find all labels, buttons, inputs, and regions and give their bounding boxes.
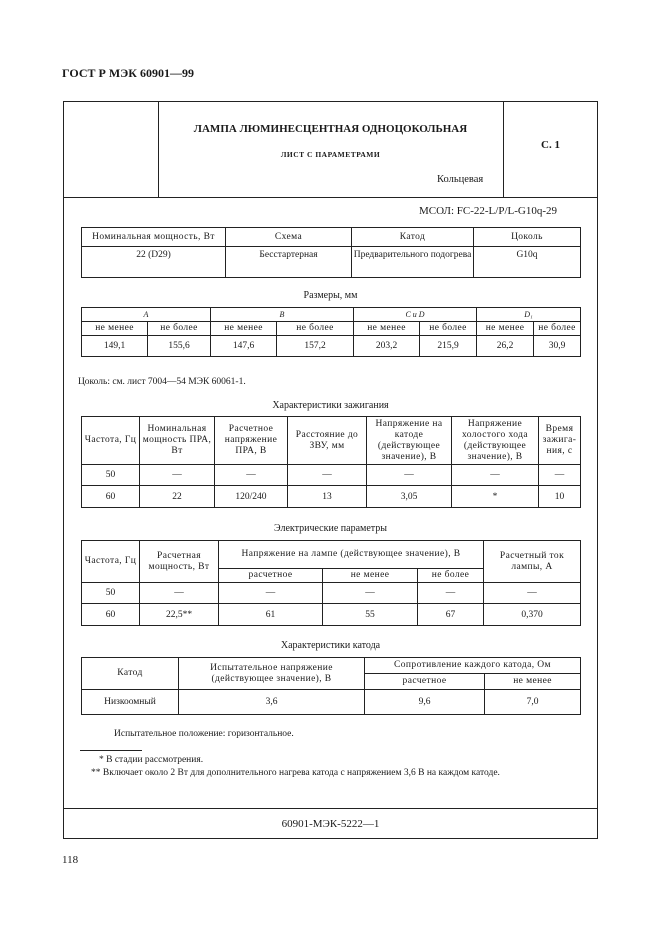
ignition-cell: 50 [82, 465, 140, 486]
dims-sub: не более [534, 322, 581, 336]
ignition-title: Характеристики зажигания [272, 400, 389, 411]
dims-sub: не более [420, 322, 477, 336]
lamp-subtitle: ЛИСТ С ПАРАМЕТРАМИ [280, 150, 381, 159]
general-table [81, 227, 581, 278]
ignition-cell: 3,05 [367, 486, 452, 508]
ignition-cell: 13 [288, 486, 367, 508]
page-frame [63, 101, 598, 839]
dims-value: 155,6 [148, 336, 211, 357]
dimensions-table [81, 307, 581, 357]
ignition-cell: 120/240 [215, 486, 288, 508]
cathode-table [81, 657, 581, 715]
cathode-cell: 3,6 [179, 690, 365, 715]
ignition-cell: 60 [82, 486, 140, 508]
electric-header: Расчетная мощность, Вт [140, 541, 219, 583]
ignition-cell: — [367, 465, 452, 486]
lamp-title: ЛАМПА ЛЮМИНЕСЦЕНТНАЯ ОДНОЦОКОЛЬНАЯ [193, 123, 468, 135]
ignition-header: Время зажига-ния, с [539, 417, 581, 465]
dims-sub: не менее [354, 322, 420, 336]
electric-header: Напряжение на лампе (действующее значение), В [219, 541, 484, 569]
electric-cell: — [418, 583, 484, 604]
electric-cell: 60 [82, 604, 140, 626]
dims-value: 215,9 [420, 336, 477, 357]
electric-header: Расчетный ток лампы, А [484, 541, 581, 583]
dims-value: 26,2 [477, 336, 534, 357]
page-number: 118 [62, 854, 79, 866]
general-cell: G10q [474, 247, 581, 278]
electric-sub: не более [418, 569, 484, 583]
footnote-rule [80, 750, 142, 751]
ignition-cell: * [452, 486, 539, 508]
ignition-cell: — [452, 465, 539, 486]
electric-sub: расчетное [219, 569, 323, 583]
electric-cell: 50 [82, 583, 140, 604]
general-header: Катод [352, 228, 474, 247]
ignition-cell: — [140, 465, 215, 486]
cathode-cell: Низкоомный [82, 690, 179, 715]
ignition-header: Расчетное напряжение ПРА, В [215, 417, 288, 465]
base-note: Цоколь: см. лист 7004—54 МЭК 60061-1. [78, 377, 246, 387]
electric-cell: — [219, 583, 323, 604]
ignition-cell: 22 [140, 486, 215, 508]
dims-sub: не менее [82, 322, 148, 336]
electric-cell: 61 [219, 604, 323, 626]
electric-cell: — [484, 583, 581, 604]
dims-value: 30,9 [534, 336, 581, 357]
ignition-header: Напряжение на катоде (действующее значение), В [367, 417, 452, 465]
cathode-cell: 9,6 [365, 690, 485, 715]
sheet-number: С. 1 [541, 139, 560, 151]
electric-title: Электрические параметры [274, 523, 387, 534]
mcol-code: МСОЛ: FC-22-L/P/L-G10q-29 [419, 205, 557, 217]
cathode-header: Сопротивление каждого катода, Ом [365, 658, 581, 674]
general-header: Номинальная мощность, Вт [82, 228, 226, 247]
dims-value: 157,2 [277, 336, 354, 357]
electric-cell: 22,5** [140, 604, 219, 626]
electric-sub: не менее [323, 569, 418, 583]
general-cell: 22 (D29) [82, 247, 226, 278]
ignition-header: Расстояние до ЗВУ, мм [288, 417, 367, 465]
general-header: Цоколь [474, 228, 581, 247]
lamp-shape: Кольцевая [437, 174, 484, 185]
dims-value: 149,1 [82, 336, 148, 357]
ignition-cell: — [288, 465, 367, 486]
dims-group: D₁ [477, 308, 581, 322]
dims-group: C и D [354, 308, 477, 322]
dims-group: B [211, 308, 354, 322]
ignition-header: Напряжение холостого хода (действующее значение), В [452, 417, 539, 465]
electric-table [81, 540, 581, 626]
doc-code: 60901-МЭК-5222—1 [281, 818, 380, 830]
general-cell: Предварительного подогрева [352, 247, 474, 278]
electric-cell: — [140, 583, 219, 604]
ignition-cell: — [215, 465, 288, 486]
cathode-sub: не менее [485, 674, 581, 690]
electric-cell: 67 [418, 604, 484, 626]
ignition-cell: 10 [539, 486, 581, 508]
electric-cell: — [323, 583, 418, 604]
dims-group: A [82, 308, 211, 322]
electric-cell: 55 [323, 604, 418, 626]
dims-value: 203,2 [354, 336, 420, 357]
test-position: Испытательное положение: горизонтальное. [114, 729, 294, 739]
footnote-2: ** Включает около 2 Вт для дополнительного нагрева катода с напряжением 3,6 В на каждом катоде. [91, 768, 500, 778]
electric-header: Частота, Гц [82, 541, 140, 583]
dims-sub: не менее [211, 322, 277, 336]
ignition-table [81, 416, 581, 508]
dims-title: Размеры, мм [303, 290, 358, 301]
ignition-header: Номинальная мощность ПРА, Вт [140, 417, 215, 465]
cathode-header: Испытательное напряжение (действующее значение), В [179, 658, 365, 690]
dims-sub: не более [277, 322, 354, 336]
general-header: Схема [226, 228, 352, 247]
cathode-cell: 7,0 [485, 690, 581, 715]
document-header: ГОСТ Р МЭК 60901—99 [62, 66, 194, 80]
general-cell: Бесстартерная [226, 247, 352, 278]
ignition-cell: — [539, 465, 581, 486]
ignition-header: Частота, Гц [82, 417, 140, 465]
dims-value: 147,6 [211, 336, 277, 357]
electric-cell: 0,370 [484, 604, 581, 626]
dims-sub: не менее [477, 322, 534, 336]
cathode-header: Катод [82, 658, 179, 690]
cathode-title: Характеристики катода [280, 640, 381, 651]
footnote-1: * В стадии рассмотрения. [99, 755, 204, 765]
cathode-sub: расчетное [365, 674, 485, 690]
dims-sub: не более [148, 322, 211, 336]
